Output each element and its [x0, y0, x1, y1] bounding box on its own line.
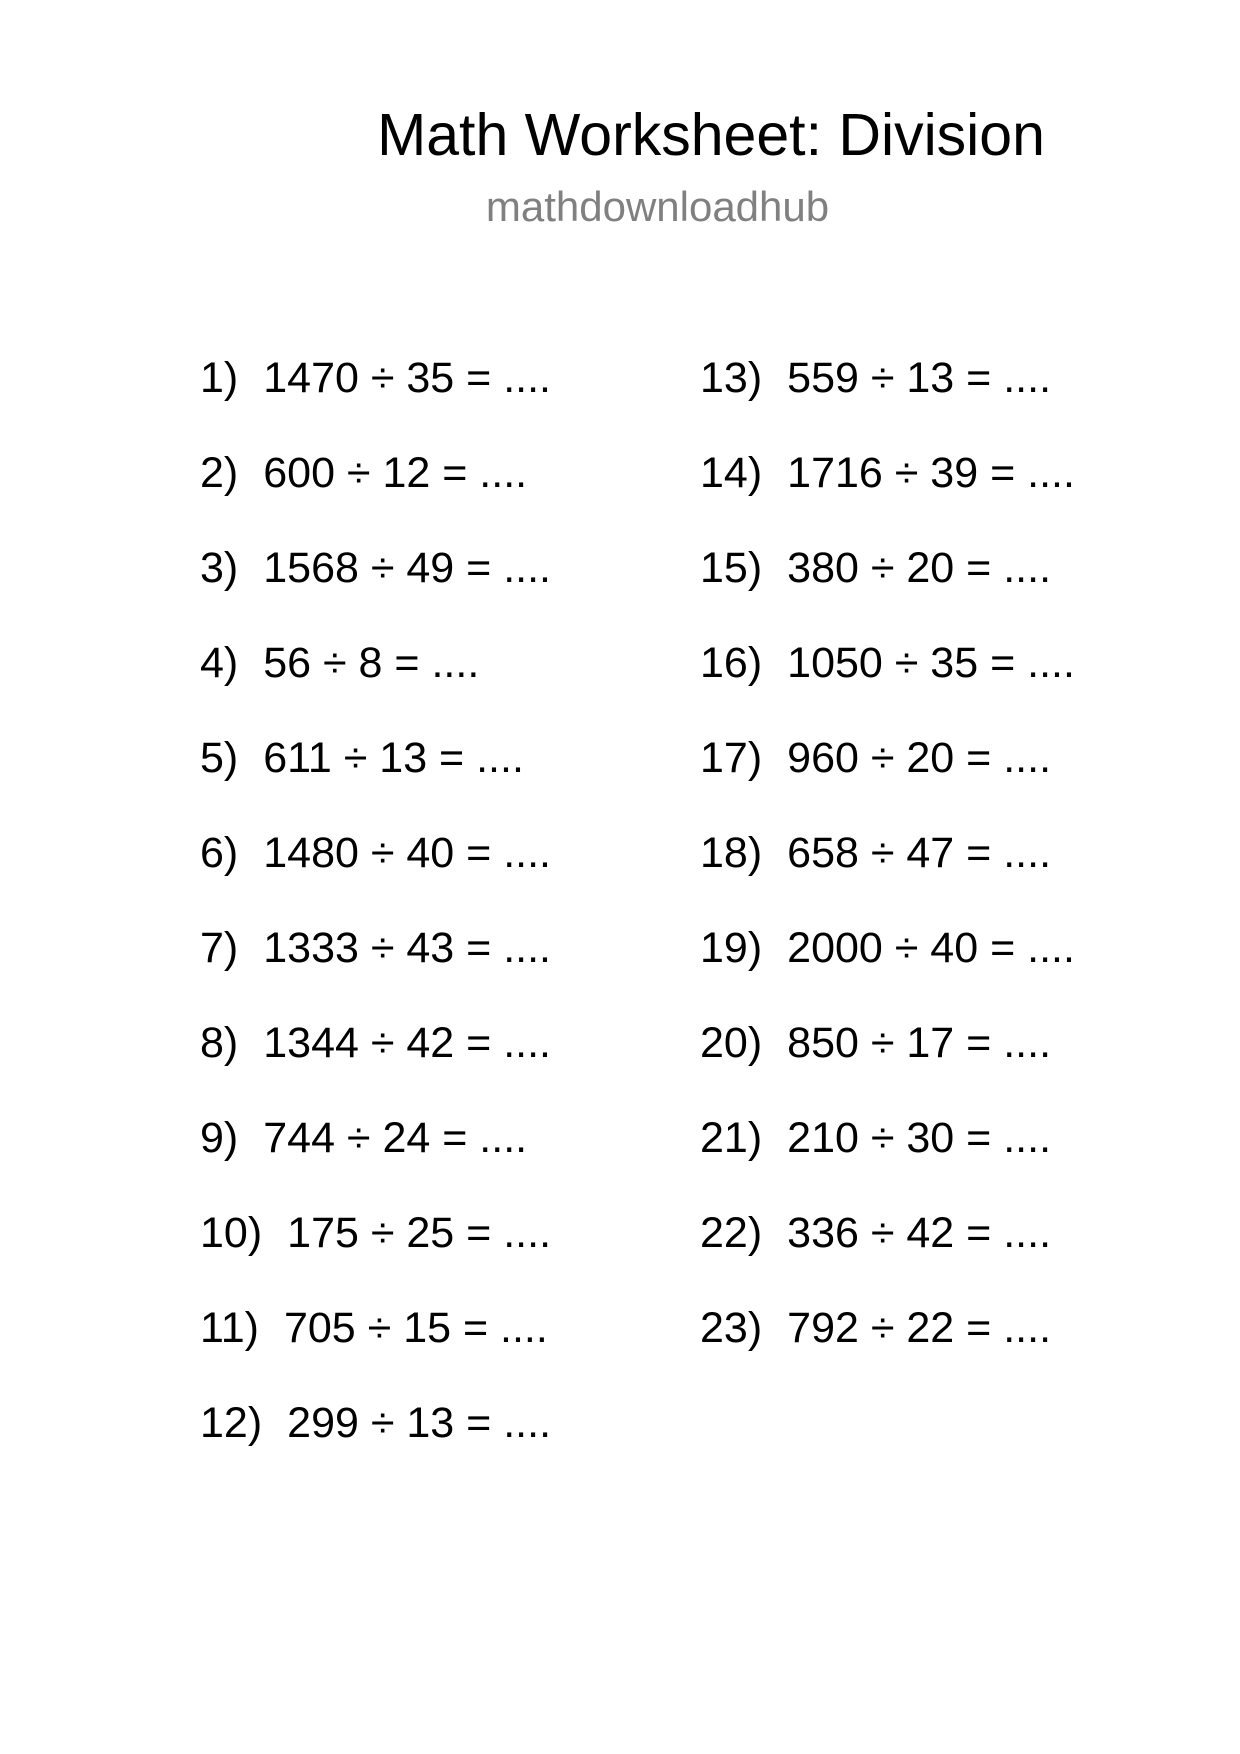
- problem-number: 2): [200, 449, 239, 497]
- problem-expression: 299 ÷ 13 = ....: [287, 1399, 552, 1447]
- problem-number: 10): [200, 1209, 263, 1257]
- problem-number: 21): [700, 1114, 763, 1162]
- problem-number: 1): [200, 354, 239, 402]
- problem-item: [200, 728, 551, 823]
- problem-expression: 1470 ÷ 35 = ....: [263, 354, 552, 402]
- problem-expression: 850 ÷ 17 = ....: [787, 1019, 1052, 1067]
- problem-item: [200, 1393, 551, 1488]
- problem-number: 15): [700, 544, 763, 592]
- problem-item: [200, 633, 551, 728]
- problem-expression: 1568 ÷ 49 = ....: [263, 544, 552, 592]
- problem-expression: 175 ÷ 25 = ....: [287, 1209, 552, 1257]
- problem-number: 9): [200, 1114, 239, 1162]
- problem-item: [200, 1203, 551, 1298]
- problem-item: [200, 538, 551, 633]
- problem-expression: 380 ÷ 20 = ....: [787, 544, 1052, 592]
- worksheet-subtitle: mathdownloadhub: [485, 183, 830, 230]
- problem-number: 8): [200, 1019, 239, 1067]
- problem-item: [700, 918, 1075, 1013]
- problem-column-right: [700, 348, 1075, 1393]
- problem-item: [200, 348, 551, 443]
- problem-number: 22): [700, 1209, 763, 1257]
- problem-number: 5): [200, 734, 239, 782]
- problem-item: [700, 1013, 1075, 1108]
- problem-number: 23): [700, 1304, 763, 1352]
- problem-number: 20): [700, 1019, 763, 1067]
- problem-expression: 960 ÷ 20 = ....: [787, 734, 1052, 782]
- problem-item: [700, 538, 1075, 633]
- problem-item: [200, 1108, 551, 1203]
- problem-expression: 658 ÷ 47 = ....: [787, 829, 1052, 877]
- worksheet-title: Math Worksheet: Division: [377, 102, 1045, 168]
- problem-number: 19): [700, 924, 763, 972]
- problem-item: [200, 1013, 551, 1108]
- problem-item: [700, 823, 1075, 918]
- problem-item: [200, 918, 551, 1013]
- problem-number: 17): [700, 734, 763, 782]
- problem-expression: 1480 ÷ 40 = ....: [263, 829, 552, 877]
- problem-number: 16): [700, 639, 763, 687]
- problem-number: 12): [200, 1399, 263, 1447]
- problem-expression: 1716 ÷ 39 = ....: [787, 449, 1075, 497]
- problem-item: [700, 633, 1075, 728]
- problem-expression: 792 ÷ 22 = ....: [787, 1304, 1052, 1352]
- problem-item: [200, 443, 551, 538]
- problem-number: 6): [200, 829, 239, 877]
- problem-expression: 559 ÷ 13 = ....: [787, 354, 1052, 402]
- problem-column-left: [200, 348, 551, 1488]
- problem-expression: 2000 ÷ 40 = ....: [787, 924, 1075, 972]
- problem-expression: 600 ÷ 12 = ....: [263, 449, 528, 497]
- problem-expression: 1344 ÷ 42 = ....: [263, 1019, 552, 1067]
- problem-item: [700, 728, 1075, 823]
- problem-number: 7): [200, 924, 239, 972]
- problem-item: [700, 1108, 1075, 1203]
- problem-expression: 56 ÷ 8 = ....: [263, 639, 480, 687]
- problem-expression: 336 ÷ 42 = ....: [787, 1209, 1052, 1257]
- problem-item: [700, 443, 1075, 538]
- problem-expression: 705 ÷ 15 = ....: [283, 1304, 548, 1352]
- problem-item: [700, 348, 1075, 443]
- problem-expression: 1050 ÷ 35 = ....: [787, 639, 1075, 687]
- problem-item: [700, 1203, 1075, 1298]
- problem-expression: 611 ÷ 13 = ....: [263, 734, 524, 782]
- problem-number: 18): [700, 829, 763, 877]
- problem-expression: 210 ÷ 30 = ....: [787, 1114, 1052, 1162]
- problem-expression: 1333 ÷ 43 = ....: [263, 924, 552, 972]
- problem-number: 4): [200, 639, 239, 687]
- problem-number: 3): [200, 544, 239, 592]
- problem-expression: 744 ÷ 24 = ....: [263, 1114, 528, 1162]
- problem-item: [700, 1298, 1075, 1393]
- problem-item: [200, 823, 551, 918]
- problem-number: 14): [700, 449, 763, 497]
- problem-number: 11): [200, 1304, 259, 1352]
- problem-item: [200, 1298, 551, 1393]
- problem-number: 13): [700, 354, 763, 402]
